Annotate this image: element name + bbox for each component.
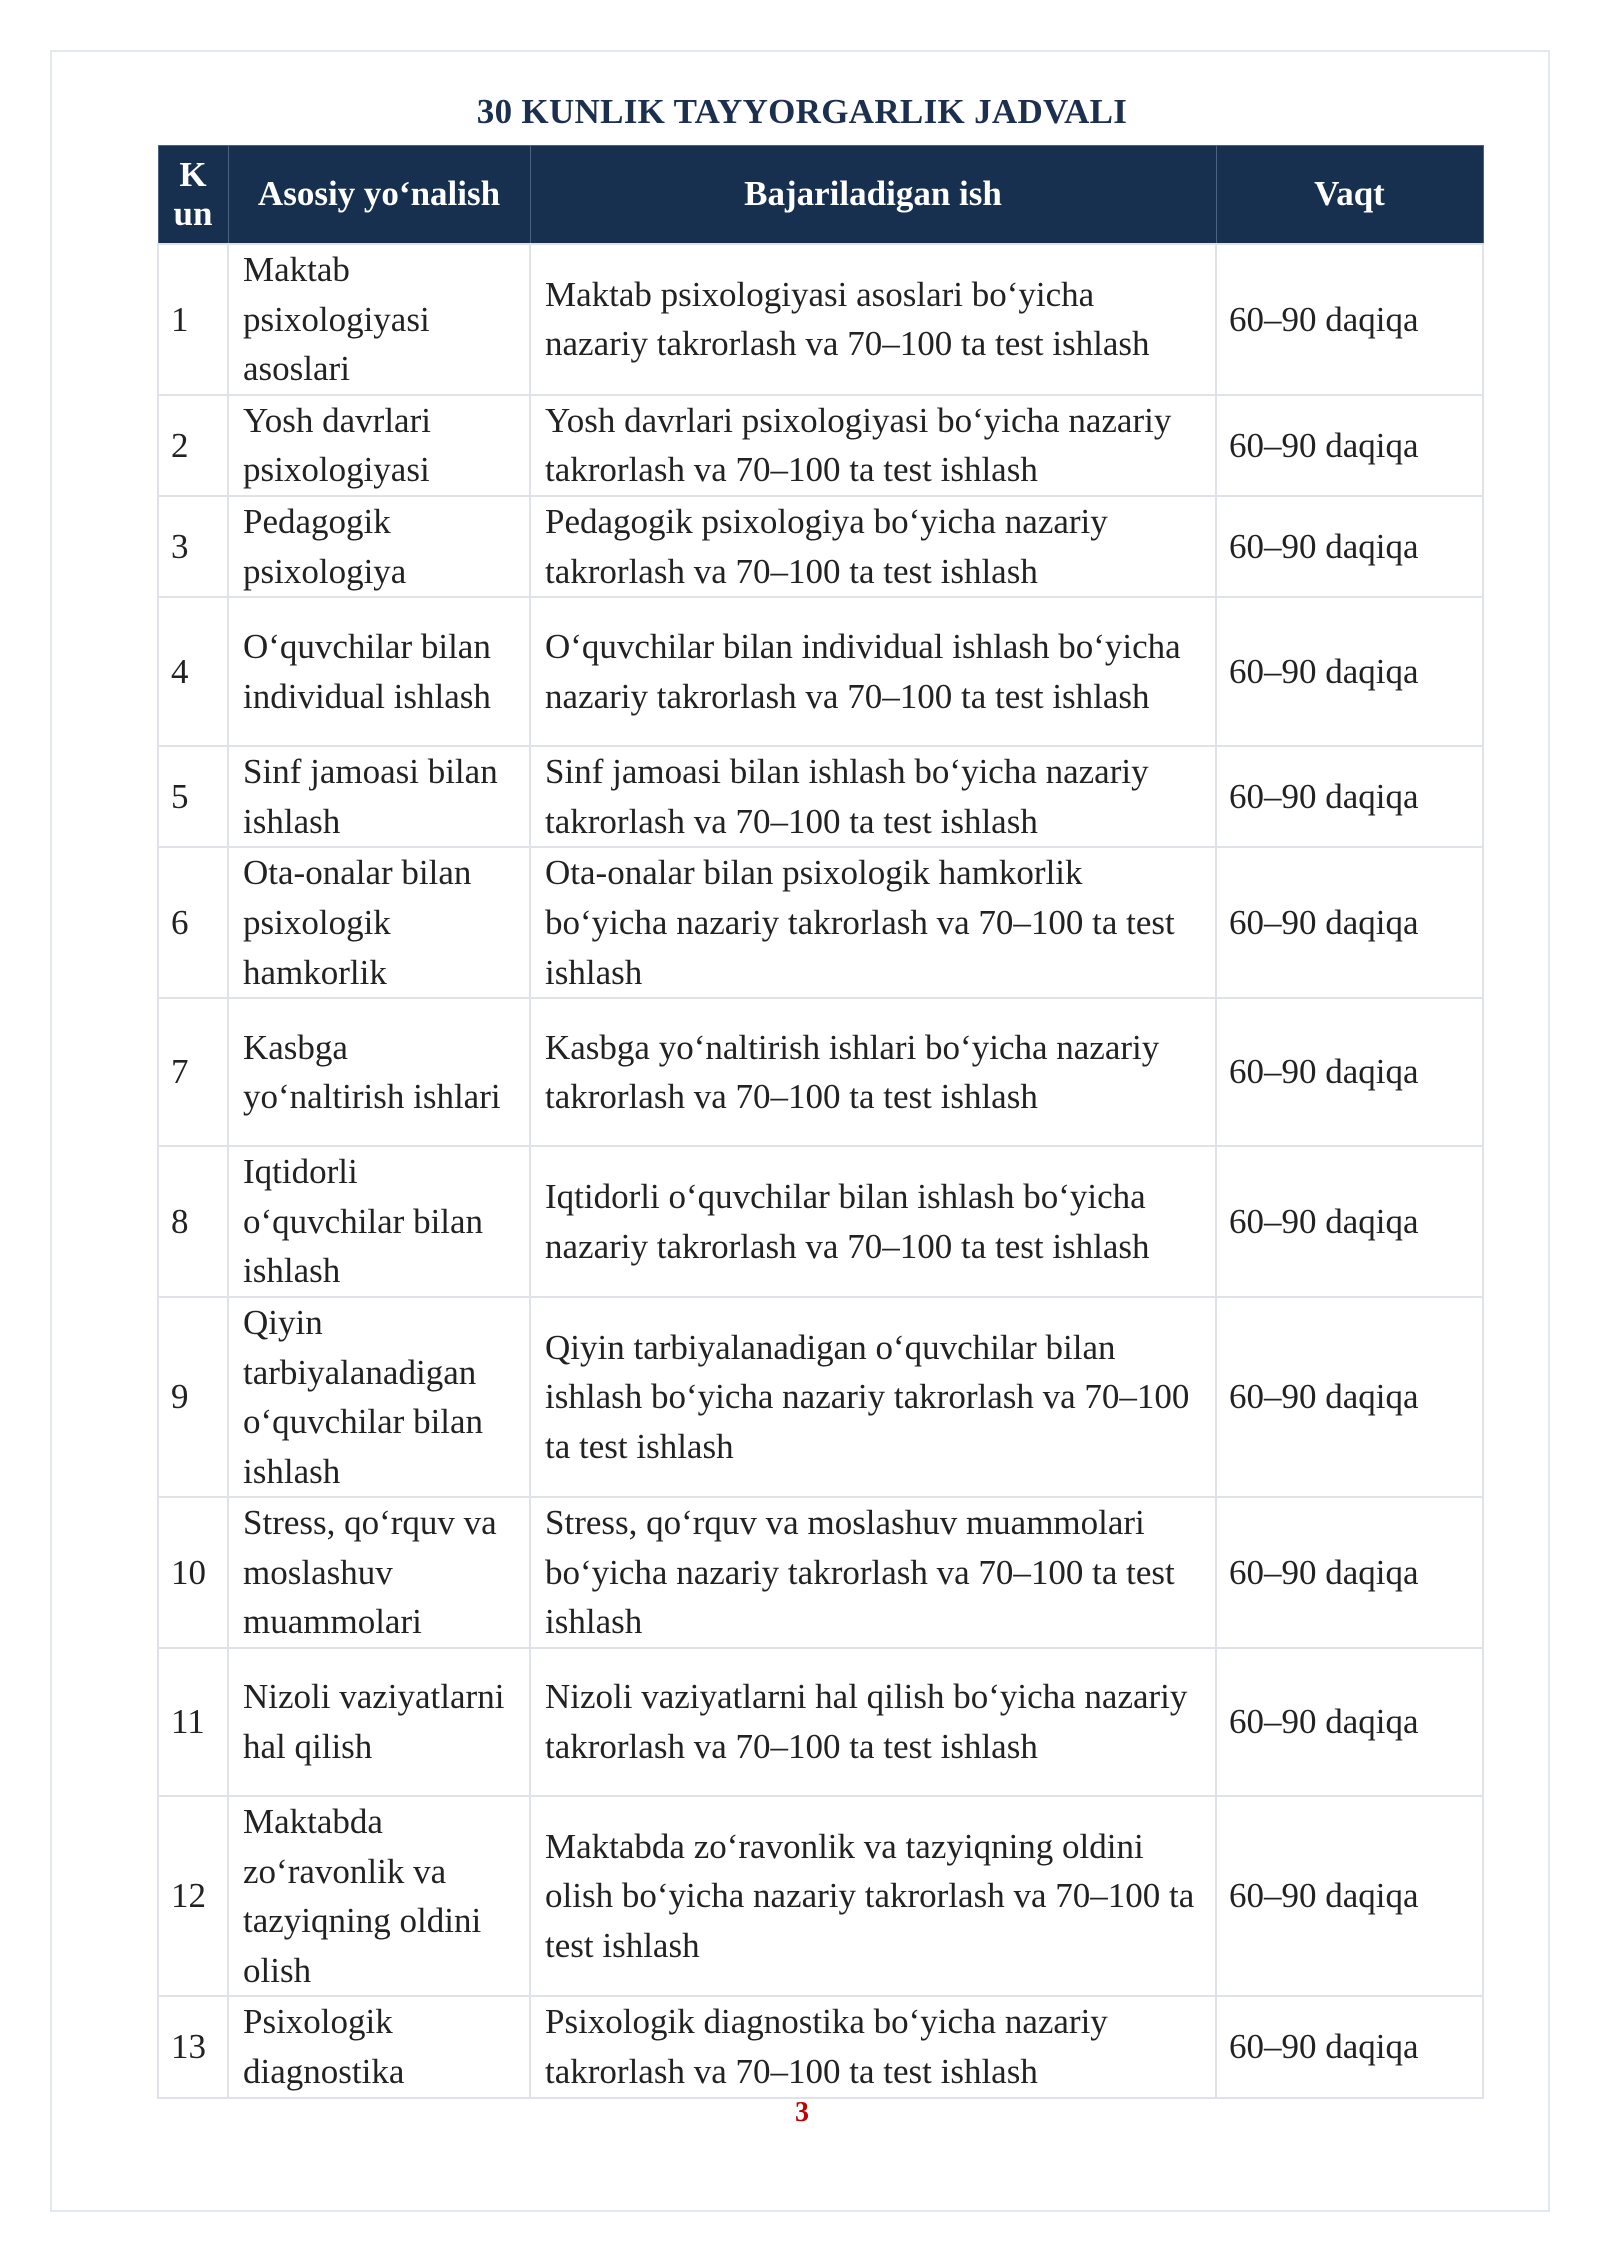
header-direction: Asosiy yo‘nalish: [228, 146, 530, 245]
header-time: Vaqt: [1216, 146, 1483, 245]
task-cell: Stress, qo‘rquv va moslashuv muammolari bo‘yicha nazariy takrorlash va 70–100 ta test ishlash: [530, 1497, 1216, 1648]
time-cell: 60–90 daqiqa: [1216, 395, 1483, 496]
table-row: [158, 1648, 1483, 1796]
direction-cell: Yosh davrlari psixologiyasi: [228, 395, 530, 496]
direction-cell: Qiyin tarbiyalanadigan o‘quvchilar bilan ishlash: [228, 1297, 530, 1497]
task-cell: Maktabda zo‘ravonlik va tazyiqning oldini olish bo‘yicha nazariy takrorlash va 70–100 ta test ishlash: [530, 1796, 1216, 1996]
day-cell: 10: [158, 1497, 228, 1648]
task-cell: Kasbga yo‘naltirish ishlari bo‘yicha nazariy takrorlash va 70–100 ta test ishlash: [530, 998, 1216, 1146]
time-cell: 60–90 daqiqa: [1216, 597, 1483, 746]
document-title: 30 KUNLIK TAYYORGARLIK JADVALI: [476, 92, 1128, 131]
table-row: [158, 1796, 1483, 1996]
table-header-row: [158, 146, 1483, 245]
direction-cell: Kasbga yo‘naltirish ishlari: [228, 998, 530, 1146]
task-cell: O‘quvchilar bilan individual ishlash bo‘yicha nazariy takrorlash va 70–100 ta test ishlash: [530, 597, 1216, 746]
table-row: [158, 597, 1483, 746]
direction-cell: Iqtidorli o‘quvchilar bilan ishlash: [228, 1146, 530, 1297]
day-cell: 9: [158, 1297, 228, 1497]
time-cell: 60–90 daqiqa: [1216, 1497, 1483, 1648]
time-cell: 60–90 daqiqa: [1216, 244, 1483, 395]
time-cell: 60–90 daqiqa: [1216, 1297, 1483, 1497]
header-day-label: K un: [173, 155, 213, 233]
time-cell: 60–90 daqiqa: [1216, 496, 1483, 597]
day-cell: 12: [158, 1796, 228, 1996]
time-cell: 60–90 daqiqa: [1216, 746, 1483, 847]
task-cell: Qiyin tarbiyalanadigan o‘quvchilar bilan ishlash bo‘yicha nazariy takrorlash va 70–100 ta test ishlash: [530, 1297, 1216, 1497]
table-row: [158, 395, 1483, 496]
task-cell: Ota-onalar bilan psixologik hamkorlik bo‘yicha nazariy takrorlash va 70–100 ta test ishlash: [530, 847, 1216, 998]
time-cell: 60–90 daqiqa: [1216, 847, 1483, 998]
table-row: [158, 244, 1483, 395]
day-cell: 3: [158, 496, 228, 597]
table-row: [158, 746, 1483, 847]
direction-cell: Pedagogik psixologiya: [228, 496, 530, 597]
task-cell: Yosh davrlari psixologiyasi bo‘yicha nazariy takrorlash va 70–100 ta test ishlash: [530, 395, 1216, 496]
table-body: [158, 244, 1483, 2098]
day-cell: 6: [158, 847, 228, 998]
day-cell: 13: [158, 1996, 228, 2097]
direction-cell: Ota-onalar bilan psixologik hamkorlik: [228, 847, 530, 998]
day-cell: 5: [158, 746, 228, 847]
direction-cell: Maktabda zo‘ravonlik va tazyiqning oldini olish: [228, 1796, 530, 1996]
direction-cell: Psixologik diagnostika: [228, 1996, 530, 2097]
time-cell: 60–90 daqiqa: [1216, 998, 1483, 1146]
day-cell: 8: [158, 1146, 228, 1297]
direction-cell: Maktab psixologiyasi asoslari: [228, 244, 530, 395]
time-cell: 60–90 daqiqa: [1216, 1996, 1483, 2097]
table-row: [158, 1146, 1483, 1297]
direction-cell: O‘quvchilar bilan individual ishlash: [228, 597, 530, 746]
day-cell: 7: [158, 998, 228, 1146]
direction-cell: Stress, qo‘rquv va moslashuv muammolari: [228, 1497, 530, 1648]
time-cell: 60–90 daqiqa: [1216, 1648, 1483, 1796]
task-cell: Maktab psixologiyasi asoslari bo‘yicha nazariy takrorlash va 70–100 ta test ishlash: [530, 244, 1216, 395]
header-day: [158, 146, 228, 245]
time-cell: 60–90 daqiqa: [1216, 1146, 1483, 1297]
task-cell: Psixologik diagnostika bo‘yicha nazariy takrorlash va 70–100 ta test ishlash: [530, 1996, 1216, 2097]
table-row: [158, 998, 1483, 1146]
schedule-table: [157, 145, 1484, 2099]
task-cell: Nizoli vaziyatlarni hal qilish bo‘yicha nazariy takrorlash va 70–100 ta test ishlash: [530, 1648, 1216, 1796]
table-row: [158, 847, 1483, 998]
document-page: [50, 50, 1550, 2212]
time-cell: 60–90 daqiqa: [1216, 1796, 1483, 1996]
day-cell: 11: [158, 1648, 228, 1796]
table-row: [158, 1497, 1483, 1648]
table-row: [158, 1297, 1483, 1497]
task-cell: Sinf jamoasi bilan ishlash bo‘yicha nazariy takrorlash va 70–100 ta test ishlash: [530, 746, 1216, 847]
day-cell: 4: [158, 597, 228, 746]
table-row: [158, 1996, 1483, 2097]
header-task: Bajariladigan ish: [530, 146, 1216, 245]
table-row: [158, 496, 1483, 597]
page-number: 3: [795, 2097, 809, 2128]
direction-cell: Nizoli vaziyatlarni hal qilish: [228, 1648, 530, 1796]
task-cell: Iqtidorli o‘quvchilar bilan ishlash bo‘yicha nazariy takrorlash va 70–100 ta test ishlash: [530, 1146, 1216, 1297]
task-cell: Pedagogik psixologiya bo‘yicha nazariy takrorlash va 70–100 ta test ishlash: [530, 496, 1216, 597]
direction-cell: Sinf jamoasi bilan ishlash: [228, 746, 530, 847]
day-cell: 1: [158, 244, 228, 395]
day-cell: 2: [158, 395, 228, 496]
